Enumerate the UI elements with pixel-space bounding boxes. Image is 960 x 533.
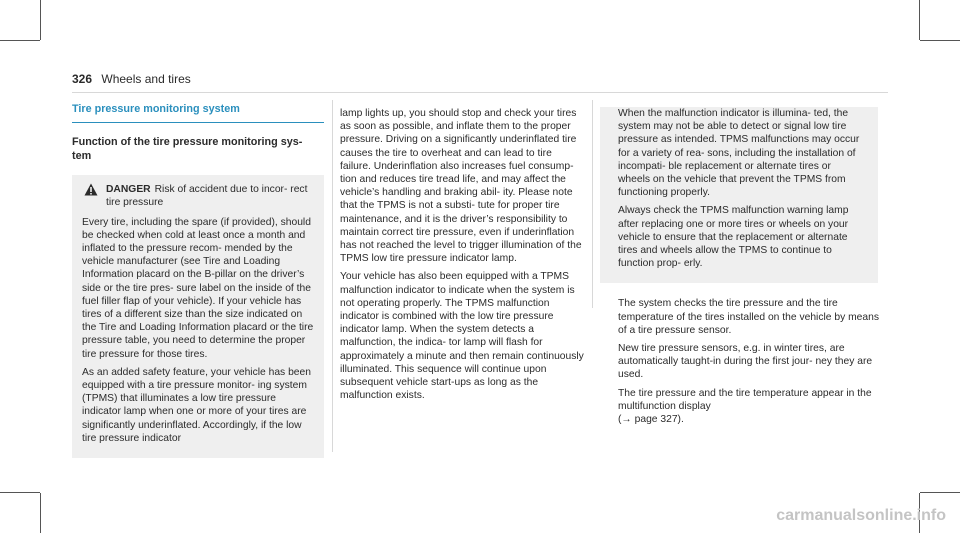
page-header [72, 72, 191, 86]
warning-triangle-icon [84, 183, 98, 196]
danger-paragraph: Always check the TPMS malfunction warning lamp after replacing one or more tires or wheels on your vehicle to ensure that the replacement or alternate tires and wheels allow the TPMS to continue to function prop- erly. [618, 205, 849, 270]
danger-heading-text: Risk of accident due to incor- rect tire pressure [106, 184, 308, 209]
body-text [600, 297, 880, 426]
crop-mark [40, 0, 41, 40]
page-number: 326 [72, 72, 93, 86]
body-paragraph: Your vehicle has also been equipped with a TPMS malfunction indicator to indicate when the system is not operating properly. The TPMS malfunction indicator is combined with the low tire pressure indicator lamp. When the system detects a malfunction, the indica- tor lamp will flash for approximately a minute and then remain continuously illuminated. This sequence will continue upon subsequent vehicle start-ups as long as the malfunction exists. [340, 271, 584, 402]
page-reference-link[interactable]: page 327). [634, 414, 684, 426]
danger-heading [82, 183, 314, 209]
watermark: carmanualsonline.info [776, 507, 946, 524]
danger-paragraph: As an added safety feature, your vehicle has been equipped with a tire pressure monitor- ing system (TPMS) that illuminates a low tire pressure indicator lamp when one or more of your tires are significantly underinflated. Accordingly, if the low tire pressure indicator [82, 366, 311, 444]
crop-mark [919, 0, 920, 40]
column-divider [592, 100, 593, 308]
section-title: Tire pressure monitoring system [72, 103, 324, 123]
column-1 [72, 103, 324, 458]
header-rule [72, 92, 888, 93]
crop-mark [920, 40, 960, 41]
header-section-title: Wheels and tires [101, 72, 191, 86]
danger-paragraph: When the malfunction indicator is illumina- ted, the system may not be able to detect or signal low tire pressure as intended. TPMS malfunctions may occur for a variety of rea- sons, including the installation of incompati- ble replacement or alternate tires or wheels on the vehicle that prevent the TPMS from functioning properly. [618, 108, 860, 199]
danger-box [72, 175, 324, 458]
subsection-title: Function of the tire pressure monitoring sys- tem [72, 136, 303, 163]
body-paragraph: The system checks the tire pressure and the tire temperature of the tires installed on the vehicle by means of a tire pressure sensor. [618, 298, 879, 336]
body-paragraph: New tire pressure sensors, e.g. in winter tires, are automatically taught-in during the first jour- ney they are used. [618, 343, 873, 381]
body-paragraph-text: The tire pressure and the tire temperature appear in the multifunction display [618, 387, 872, 412]
body-paragraph: lamp lights up, you should stop and check your tires as soon as possible, and inflate them to the proper pressure. Driving on a significantly underinflated tire causes the tire to overheat and can lead to tire failure. Underinflation also increases fuel consump- tion and reduces tire tread life, and may affect the vehicle’s handling and braking abil- ity. Please note that the TPMS is not a substi- tute for proper tire maintenance, and it is the driver’s responsibility to maintain correct tire pressure, even if underinflation has not reached the level to trigger illumination of the TPMS low tire pressure indicator lamp. [340, 108, 582, 265]
crop-mark [920, 492, 960, 493]
column-divider [332, 100, 333, 452]
danger-label: DANGER [106, 184, 151, 196]
crop-mark [0, 492, 40, 493]
crop-mark [0, 40, 40, 41]
body-paragraph [618, 387, 880, 427]
danger-paragraph: Every tire, including the spare (if provided), should be checked when cold at least once a month and inflated to the pressure recom- mended by the vehicle manufacturer (see Tire and Loading Information placard on the B-pillar on the driver’s side or the tire pres- sure label on the inside of the fuel filler flap of your vehicle). If your vehicle has tires of a different size than the size indicated on the Tire and Loading Information placard or the tire pressure table, you need to determine the proper tire pressure for those tires. [82, 216, 314, 360]
crop-mark [40, 493, 41, 533]
danger-box-continued [600, 107, 878, 283]
page-reference-arrow: (→ [618, 414, 632, 426]
column-2 [340, 107, 584, 407]
column-3 [600, 107, 888, 431]
